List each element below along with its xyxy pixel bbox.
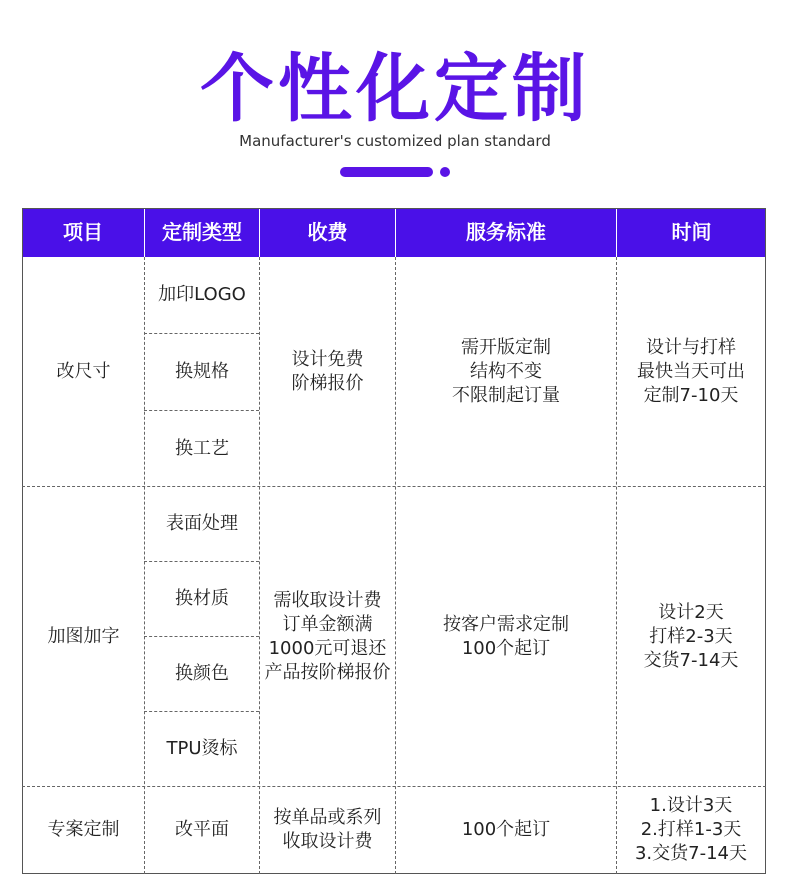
fee-line: 1000元可退还 <box>268 637 387 659</box>
time-line: 最快当天可出 <box>637 360 745 382</box>
header-standard: 服务标准 <box>466 220 546 244</box>
fee-line: 订单金额满 <box>282 613 373 635</box>
standard-cell <box>396 257 616 486</box>
header-time: 时间 <box>671 220 712 244</box>
time-line: 打样2-3天 <box>649 625 733 647</box>
type-label: 换颜色 <box>175 663 229 684</box>
time-line: 2.打样1-3天 <box>640 819 742 840</box>
standard-cell <box>396 787 616 873</box>
type-label: 换工艺 <box>175 437 229 459</box>
fee-cell <box>260 257 395 486</box>
type-cell <box>145 257 259 333</box>
time-line: 3.交货7-14天 <box>634 843 748 864</box>
standard-line: 100个起订 <box>461 819 551 840</box>
decorative-bar <box>340 167 433 177</box>
fee-line: 产品按阶梯报价 <box>264 661 391 683</box>
standard-line: 不限制起订量 <box>452 384 560 406</box>
item-label: 改尺寸 <box>56 360 111 382</box>
type-cell <box>145 487 259 561</box>
standard-line: 按客户需求定制 <box>443 613 569 635</box>
time-line: 设计2天 <box>658 601 724 623</box>
item-cell <box>23 257 144 486</box>
type-label: 换材质 <box>175 588 229 609</box>
type-cell <box>145 637 259 711</box>
decorative-dot <box>440 167 450 177</box>
fee-line: 需收取设计费 <box>273 589 382 611</box>
header-item: 项目 <box>63 220 103 244</box>
type-label: 换规格 <box>175 361 229 382</box>
page-title: 个性化定制 <box>200 46 590 132</box>
time-line: 定制7-10天 <box>643 384 739 406</box>
header-type: 定制类型 <box>162 220 242 244</box>
header-fee: 收费 <box>307 220 348 244</box>
type-label: 改平面 <box>175 819 229 840</box>
fee-line: 收取设计费 <box>282 831 373 852</box>
time-cell <box>617 787 765 873</box>
fee-cell <box>260 487 395 786</box>
page-subtitle: Manufacturer's customized plan standard <box>239 132 551 150</box>
item-cell <box>23 487 144 786</box>
time-cell <box>617 487 765 786</box>
type-cell <box>145 787 259 873</box>
type-cell <box>145 411 259 486</box>
standard-cell <box>396 487 616 786</box>
time-line: 交货7-14天 <box>643 649 739 671</box>
item-cell <box>23 787 144 873</box>
fee-line: 按单品或系列 <box>273 807 382 828</box>
type-cell <box>145 562 259 636</box>
fee-line: 阶梯报价 <box>291 372 364 394</box>
type-label: 加印LOGO <box>158 284 246 305</box>
type-label: TPU烫标 <box>166 738 238 759</box>
standard-line: 100个起订 <box>461 637 551 659</box>
item-label: 专案定制 <box>47 819 120 840</box>
type-cell <box>145 334 259 410</box>
fee-line: 设计免费 <box>291 348 364 370</box>
item-label: 加图加字 <box>47 625 120 647</box>
time-line: 1.设计3天 <box>649 795 733 816</box>
type-cell <box>145 712 259 786</box>
standard-line: 结构不变 <box>470 360 542 382</box>
time-cell <box>617 257 765 486</box>
type-label: 表面处理 <box>166 513 238 534</box>
time-line: 设计与打样 <box>646 336 736 358</box>
fee-cell <box>260 787 395 873</box>
standard-line: 需开版定制 <box>461 336 551 358</box>
